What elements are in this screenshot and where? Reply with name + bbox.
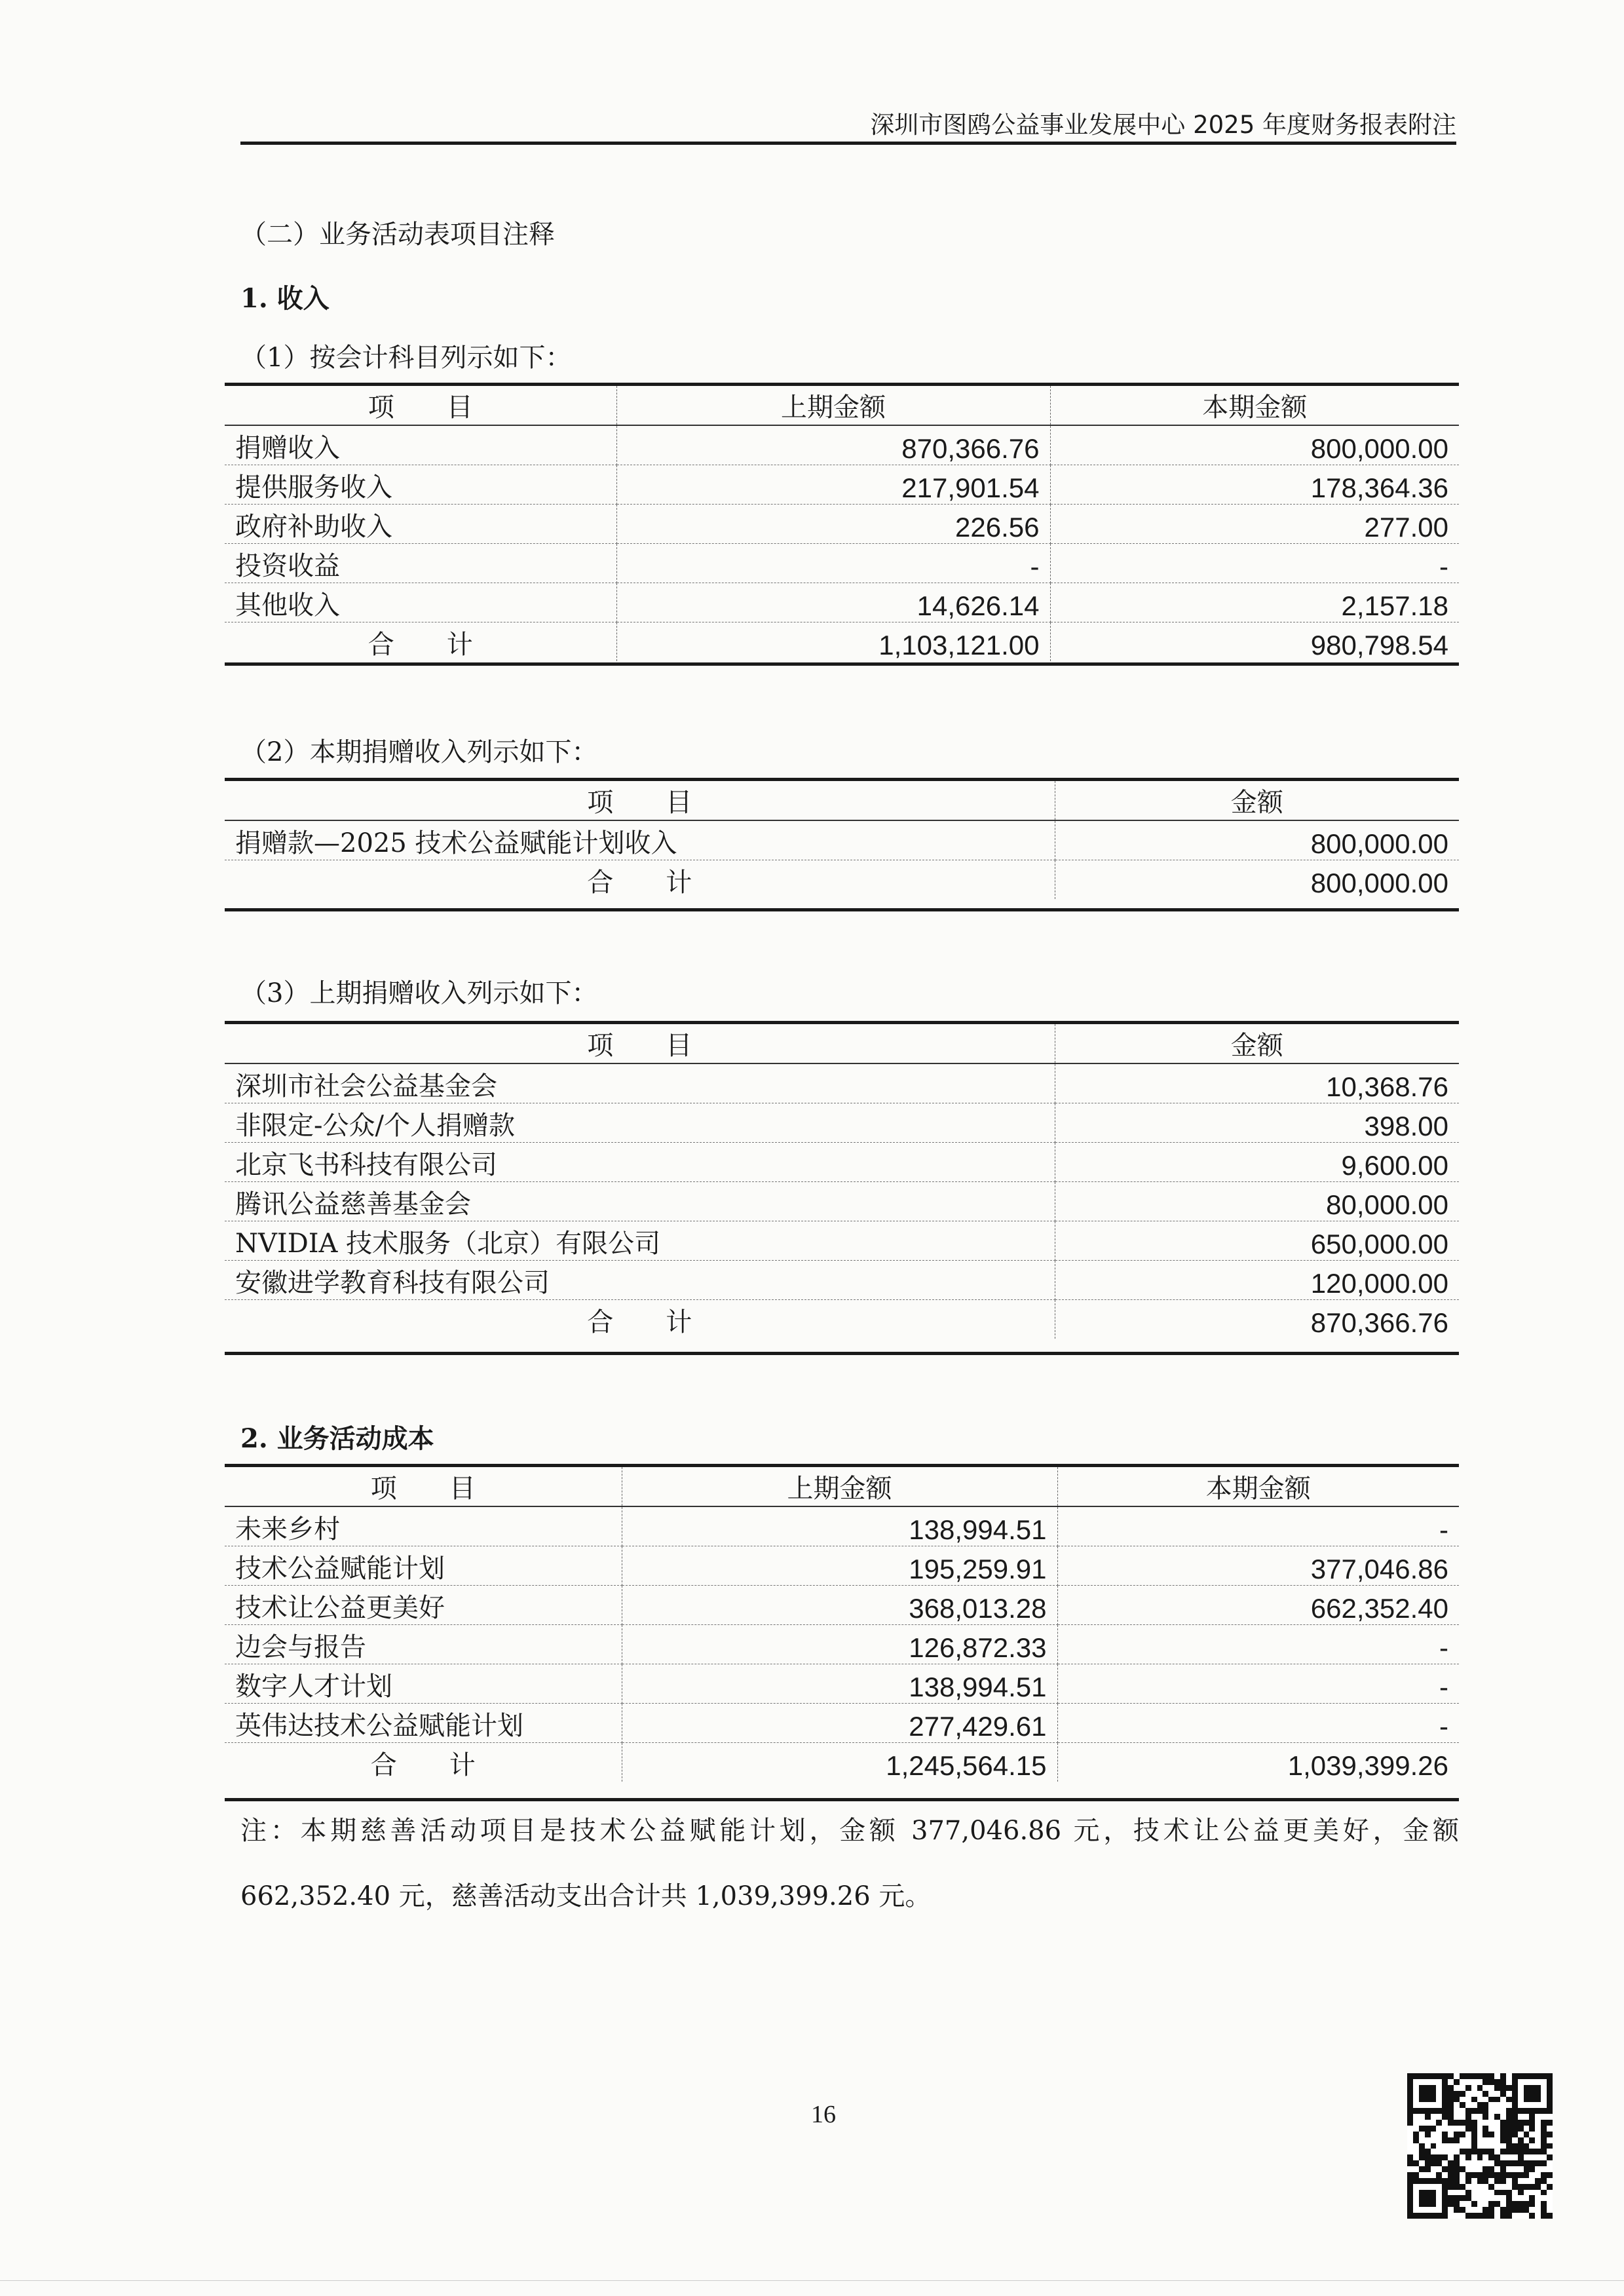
- total-amount: 800,000.00: [1310, 868, 1448, 898]
- current-amount: 2,157.18: [1050, 583, 1459, 622]
- amount: 800,000.00: [1055, 820, 1459, 860]
- section-heading: （二）业务活动表项目注释: [240, 220, 555, 250]
- prior-amount: 126,872.33: [622, 1624, 1057, 1664]
- current-donation-table: [225, 781, 1459, 899]
- current-amount: -: [1057, 1506, 1459, 1546]
- current-amount: 178,364.36: [1050, 465, 1459, 504]
- column-header-item: 项 目: [225, 1467, 622, 1506]
- total-label: 合 计: [225, 1299, 1055, 1339]
- table-row: [225, 1063, 1459, 1103]
- column-header-amount: 金额: [1055, 1024, 1459, 1063]
- row-label: 安徽进学教育科技有限公司: [225, 1260, 1055, 1299]
- prior-donation-table: [225, 1024, 1459, 1339]
- prior-total: 1,103,121.00: [616, 622, 1050, 661]
- table-header-row: [225, 386, 1459, 425]
- table-row: [225, 1585, 1459, 1624]
- table-row: [225, 1703, 1459, 1742]
- row-label: 数字人才计划: [225, 1664, 622, 1703]
- table-row: [225, 543, 1459, 583]
- row-label: 英伟达技术公益赋能计划: [225, 1703, 622, 1742]
- column-header-item: 项 目: [225, 386, 616, 425]
- current-amount: 277.00: [1050, 504, 1459, 543]
- current-amount: -: [1050, 543, 1459, 583]
- page-number: 16: [811, 2101, 836, 2128]
- table-row: [225, 1181, 1459, 1221]
- current-amount: -: [1057, 1664, 1459, 1703]
- table3-bottom-rule: [225, 1352, 1459, 1355]
- table1-bottom-rule: [225, 662, 1459, 666]
- row-label: NVIDIA 技术服务（北京）有限公司: [225, 1221, 1055, 1260]
- total-row: [225, 1742, 1459, 1782]
- table-row: [225, 1664, 1459, 1703]
- table2-bottom-rule: [225, 908, 1459, 911]
- row-label: 捐赠收入: [225, 425, 616, 465]
- subsection-2-heading: （2）本期捐赠收入列示如下：: [240, 737, 598, 767]
- total-row: [225, 860, 1459, 899]
- row-label: 深圳市社会公益基金会: [225, 1063, 1055, 1103]
- column-header-current-period: 本期金额: [1050, 386, 1459, 425]
- total-label: 合 计: [225, 860, 1055, 899]
- cost-heading: 2. 业务活动成本: [240, 1423, 434, 1454]
- footnote: 注：本期慈善活动项目是技术公益赋能计划，金额 377,046.86 元，技术让公益更美好，金额 662,352.40 元，慈善活动支出合计共 1,039,399.26 元。: [240, 1816, 1459, 1911]
- table-row: [225, 465, 1459, 504]
- activity-cost-table: [225, 1467, 1459, 1782]
- row-label: 技术让公益更美好: [225, 1585, 622, 1624]
- row-label: 其他收入: [225, 583, 616, 622]
- row-label: 技术公益赋能计划: [225, 1546, 622, 1585]
- row-label: 政府补助收入: [225, 504, 616, 543]
- prior-amount: 138,994.51: [622, 1664, 1057, 1703]
- column-header-item: 项 目: [225, 1024, 1055, 1063]
- page-header-title: 深圳市图鸥公益事业发展中心 2025 年度财务报表附注: [870, 111, 1456, 139]
- table-row: [225, 583, 1459, 622]
- prior-amount: 138,994.51: [622, 1506, 1057, 1546]
- current-amount: -: [1057, 1703, 1459, 1742]
- qr-code-icon: [1407, 2073, 1553, 2219]
- subsection-1-heading: （1）按会计科目列示如下：: [240, 343, 572, 373]
- prior-amount: 217,901.54: [616, 465, 1050, 504]
- column-header-amount: 金额: [1055, 781, 1459, 820]
- column-header-prior-period: 上期金额: [622, 1467, 1057, 1506]
- amount: 80,000.00: [1055, 1181, 1459, 1221]
- amount: 650,000.00: [1055, 1221, 1459, 1260]
- table-header-row: [225, 781, 1459, 820]
- table-row: [225, 504, 1459, 543]
- amount: 120,000.00: [1055, 1260, 1459, 1299]
- total-row: [225, 1299, 1459, 1339]
- total-amount: 870,366.76: [1310, 1307, 1448, 1338]
- current-amount: -: [1057, 1624, 1459, 1664]
- table-row: [225, 1546, 1459, 1585]
- current-amount: 377,046.86: [1057, 1546, 1459, 1585]
- table-row: [225, 1221, 1459, 1260]
- row-label: 捐赠款—2025 技术公益赋能计划收入: [225, 820, 1055, 860]
- current-amount: 662,352.40: [1057, 1585, 1459, 1624]
- prior-amount: -: [616, 543, 1050, 583]
- row-label: 非限定-公众/个人捐赠款: [225, 1103, 1055, 1142]
- table-row: [225, 1624, 1459, 1664]
- scan-edge-line: [0, 2280, 1624, 2281]
- table-header-row: [225, 1024, 1459, 1063]
- income-by-account-table: [225, 386, 1459, 661]
- table-header-row: [225, 1467, 1459, 1506]
- current-amount: 800,000.00: [1050, 425, 1459, 465]
- amount: 10,368.76: [1055, 1063, 1459, 1103]
- prior-amount: 195,259.91: [622, 1546, 1057, 1585]
- total-label: 合 计: [225, 1742, 622, 1782]
- amount: 9,600.00: [1055, 1142, 1459, 1181]
- table-row: [225, 1103, 1459, 1142]
- column-header-prior-period: 上期金额: [616, 386, 1050, 425]
- total-row: [225, 622, 1459, 661]
- total-label: 合 计: [225, 622, 616, 661]
- row-label: 未来乡村: [225, 1506, 622, 1546]
- row-label: 提供服务收入: [225, 465, 616, 504]
- prior-amount: 226.56: [616, 504, 1050, 543]
- row-label: 投资收益: [225, 543, 616, 583]
- income-heading: 1. 收入: [240, 283, 330, 314]
- row-label: 边会与报告: [225, 1624, 622, 1664]
- prior-total: 1,245,564.15: [622, 1742, 1057, 1782]
- current-total: 1,039,399.26: [1287, 1750, 1448, 1781]
- prior-amount: 870,366.76: [616, 425, 1050, 465]
- row-label: 北京飞书科技有限公司: [225, 1142, 1055, 1181]
- column-header-current-period: 本期金额: [1057, 1467, 1459, 1506]
- table-row: [225, 820, 1459, 860]
- table-row: [225, 1506, 1459, 1546]
- table-row: [225, 1260, 1459, 1299]
- prior-amount: 14,626.14: [616, 583, 1050, 622]
- row-label: 腾讯公益慈善基金会: [225, 1181, 1055, 1221]
- subsection-3-heading: （3）上期捐赠收入列示如下：: [240, 978, 598, 1008]
- prior-amount: 368,013.28: [622, 1585, 1057, 1624]
- header-rule: [240, 142, 1456, 145]
- column-header-item: 项 目: [225, 781, 1055, 820]
- current-total: 980,798.54: [1310, 630, 1448, 660]
- prior-amount: 277,429.61: [622, 1703, 1057, 1742]
- amount: 398.00: [1055, 1103, 1459, 1142]
- table-row: [225, 425, 1459, 465]
- table-row: [225, 1142, 1459, 1181]
